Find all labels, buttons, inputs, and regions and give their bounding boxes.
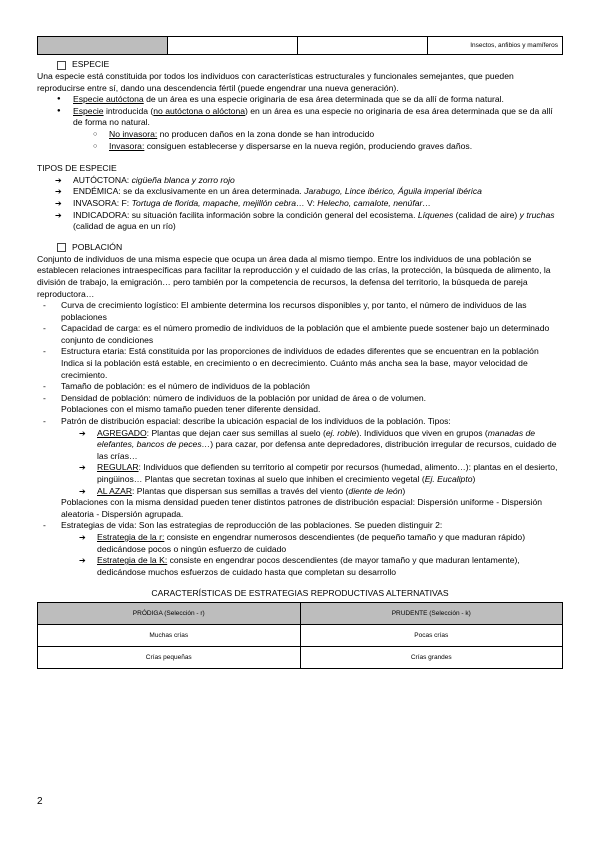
list-item: ➔ Estrategia de la K: consiste en engendrar pocos descendientes (de mayor tamaño y que maduran lentamente), dedicándose muchos esfuerzos de cuidado hasta que completan su desarrollo — [37, 555, 563, 578]
table-row — [38, 624, 563, 646]
especie-heading — [37, 59, 563, 71]
checkbox-icon[interactable] — [57, 243, 66, 252]
poblacion-heading — [37, 242, 563, 254]
table-caption: CARACTERÍSTICAS DE ESTRATEGIAS REPRODUCTIVAS ALTERNATIVAS — [151, 588, 449, 599]
list-item: ● Especie introducida (no autóctona o alóctona) en un área es una especie no originaria de esa área determinada que se da allí de forma no natural. — [37, 106, 563, 129]
list-item: Poblaciones con la misma densidad pueden tener distintos patrones de distribución espacial: Dispersión uniforme - Dispersión aleatoria - Dispersión agrupada. — [61, 497, 543, 519]
list-item: - Estructura etaria: Está constituida por las proporciones de individuos de edades diferentes que se encuentran en la población Indica si la población está estable, en crecimiento o en decrecimiento. Cuánto más ancha sea la base, mayor velocidad de crecimiento. — [37, 346, 563, 381]
list-item: - Capacidad de carga: es el número promedio de individuos de la población que el ambiente puede sostener bajo un determinado conjunto de condiciones — [37, 323, 563, 346]
list-item: ➔ AUTÓCTONA: cigüeña blanca y zorro rojo — [37, 175, 563, 187]
table-header-row — [38, 602, 563, 624]
list-item: ○ Invasora: consiguen establecerse y dispersarse en la nueva región, produciendo graves daños. — [37, 141, 563, 153]
list-item: - Curva de crecimiento logístico: El ambiente determina los recursos disponibles y, por tanto, el número de individuos de las poblaciones — [37, 300, 563, 323]
tipos-list — [37, 175, 563, 233]
table-cell: Crías pequeñas — [38, 646, 301, 668]
especie-list — [37, 94, 563, 152]
tipos-heading: TIPOS DE ESPECIE — [37, 163, 117, 174]
table-cell — [38, 37, 168, 55]
list-item: ○ No invasora: no producen daños en la zona donde se han introducido — [37, 129, 563, 141]
list-item: ➔ AL AZAR: Plantas que dispersan sus semillas a través del viento (diente de león) — [37, 486, 563, 498]
checkbox-icon[interactable] — [57, 61, 66, 70]
table-cell: Insectos, anfibios y mamíferos — [428, 37, 563, 55]
top-table — [37, 36, 563, 55]
table-cell — [298, 37, 428, 55]
list-item: - Estrategias de vida: Son las estrategias de reproducción de las poblaciones. Se pueden distinguir 2: — [37, 520, 563, 532]
list-item: ➔ REGULAR: Individuos que defienden su territorio al competir por recursos (humedad, alimento…): plantas en el desierto, pingüinos… Plantas que secretan toxinas al suelo que inhiben el crecimiento vegetal (Ej. Eucalipto) — [37, 462, 563, 485]
column-header: PRUDENTE (Selección - k) — [300, 602, 563, 624]
poblacion-intro: Conjunto de individuos de una misma especie que ocupa un área dada al mismo tiempo. Entre los individuos de una población se establecen relaciones intraespecíficas para facilitar la reproducción y el cuidado de las crías, la protección, la búsqueda de alimento, la división de trabajo, la emigración… pero también por la competencia de recursos, la defensa del territorio, la búsqueda de pareja reproductora… — [37, 253, 551, 299]
page-number: 2 — [37, 796, 43, 807]
list-item: ● Especie autóctona de un área es una especie originaria de esa área determinada que se da allí de forma natural. — [37, 94, 563, 106]
table-cell: Crías grandes — [300, 646, 563, 668]
heading-text: ESPECIE — [72, 59, 110, 70]
list-item: ➔ INVASORA: F: Tortuga de florida, mapache, mejillón cebra… V: Helecho, camalote, nenúfar… — [37, 198, 563, 210]
table-row — [38, 37, 563, 55]
list-item: ➔ Estrategia de la r: consiste en engendrar numerosos descendientes (de pequeño tamaño y que maduran rápido) dedicándose pocos o ningún esfuerzo de cuidado — [37, 532, 563, 555]
list-item: ➔ INDICADORA: su situación facilita información sobre la condición general del ecosistema. Líquenes (calidad de aire) y truchas (calidad de agua en un río) — [37, 210, 563, 233]
list-item: ➔ ENDÉMICA: se da exclusivamente en un área determinada. Jarabugo, Lince ibérico, Águila imperial ibérica — [37, 186, 563, 198]
heading-text: POBLACIÓN — [72, 241, 123, 252]
table-cell: Muchas crías — [38, 624, 301, 646]
table-cell: Pocas crías — [300, 624, 563, 646]
list-item: - Tamaño de población: es el número de individuos de la población — [37, 381, 563, 393]
especie-intro: Una especie está constituida por todos los individuos con características estructurales y funcionales semejantes, que pueden reproducirse entre sí, dando una descendencia fértil (puede engendrar una nueva generación). — [37, 71, 514, 93]
strategies-table — [37, 602, 563, 669]
table-cell — [168, 37, 298, 55]
list-item: ➔ AGREGADO: Plantas que dejan caer sus semillas al suelo (ej. roble). Individuos que viven en grupos (manadas de elefantes, bancos de peces…) para cazar, por defensa ante depredadores, distribución irregular de recursos, cuidado de las crías… — [37, 428, 563, 463]
list-item: - Densidad de población: número de individuos de la población por unidad de área o de volumen. Poblaciones con el mismo tamaño pueden tener diferente densidad. — [37, 393, 563, 416]
table-row — [38, 646, 563, 668]
list-item: - Patrón de distribución espacial: describe la ubicación espacial de los individuos de la población. Tipos: — [37, 416, 563, 428]
page — [37, 36, 563, 669]
poblacion-list — [37, 300, 563, 578]
column-header: PRÓDIGA (Selección - r) — [38, 602, 301, 624]
